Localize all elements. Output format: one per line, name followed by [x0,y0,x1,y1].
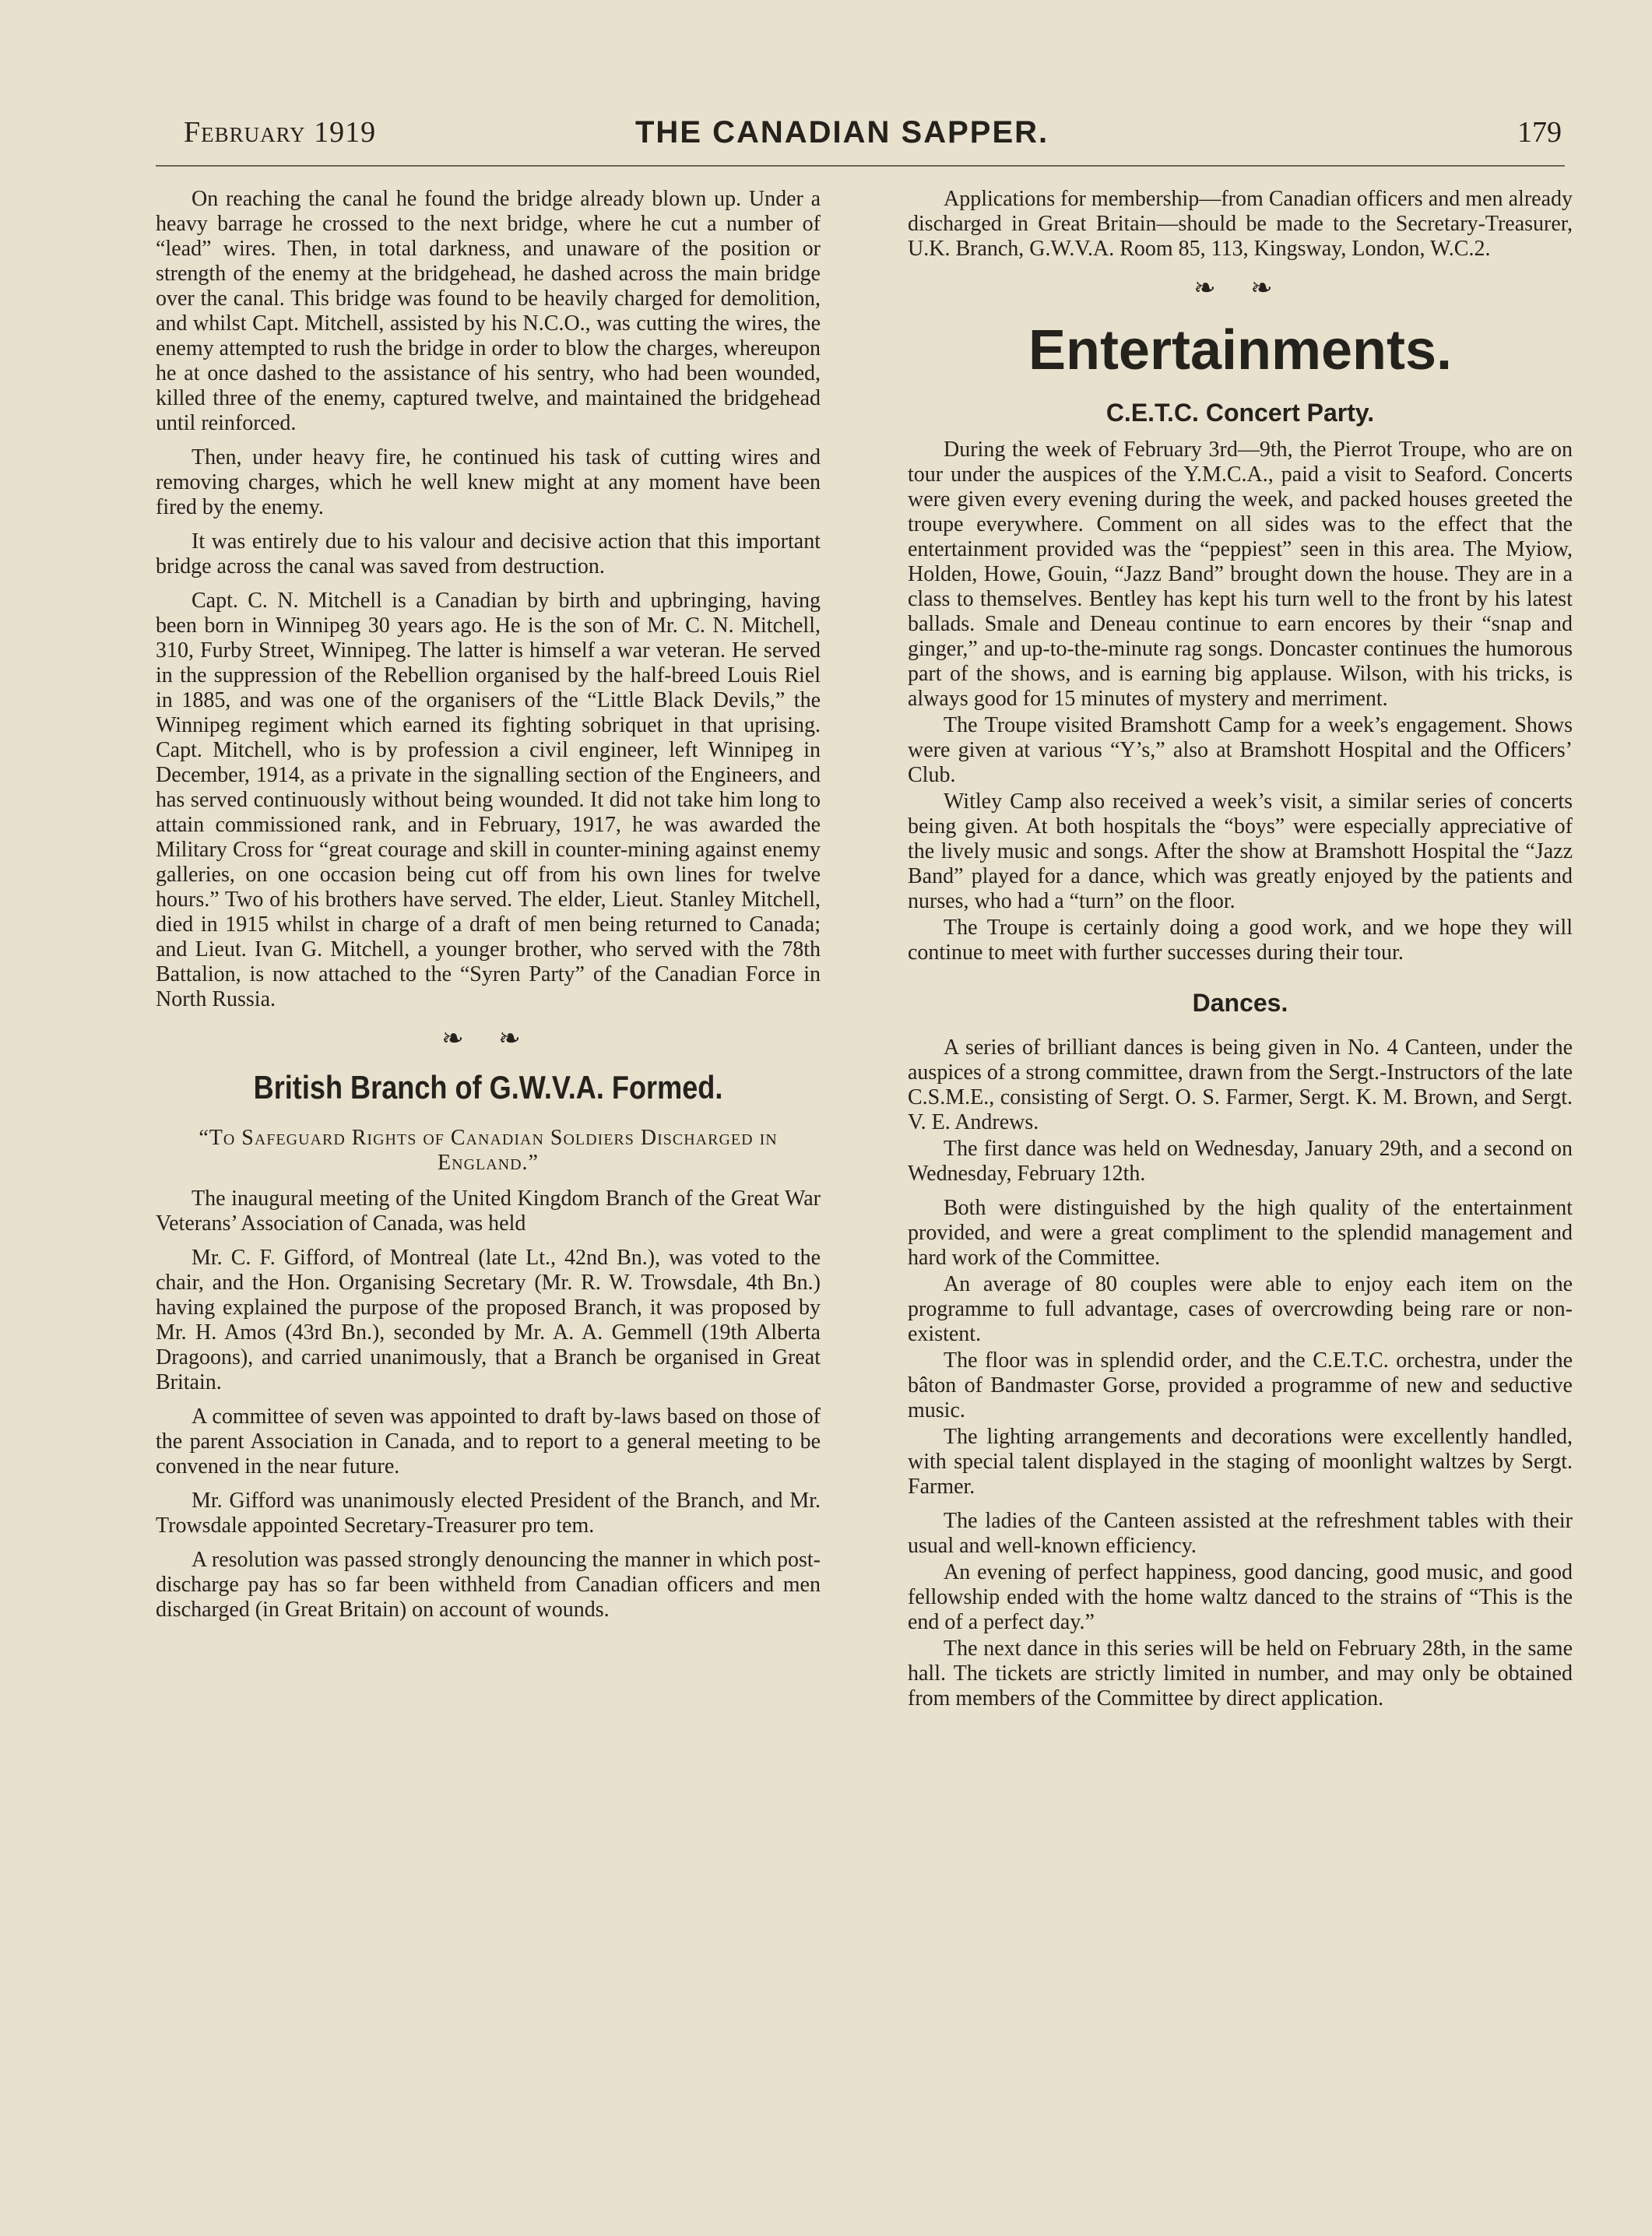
article-paragraph: Mr. Gifford was unanimously elected President of the Branch, and Mr. Trowsdale appointed Secretary-Treasurer pro tem. [156,1489,821,1538]
header-date: February 1919 [184,116,377,149]
article-paragraph: On reaching the canal he found the bridge already blown up. Under a heavy barrage he crossed to the next bridge, where he cut a number of “lead” wires. Then, in total darkness, and unaware of the position or strength of the enemy at the bridgehead, he dashed across the main bridge over the canal. This bridge was found to be heavily charged for demolition, and whilst Capt. Mitchell, assisted by his N.C.O., was cutting the wires, the enemy attempted to rush the bridge in order to blow the charges, whereupon he at once dashed to the assistance of his sentry, who had been wounded, killed three of the enemy, captured twelve, and maintained the bridgehead until reinforced. [156,187,821,435]
article-paragraph: An average of 80 couples were able to enjoy each item on the programme to full advantage, cases of overcrowding being rare or non-existent. [908,1272,1573,1346]
right-column [908,187,1573,1721]
entertainments-heading: Entertainments. [1028,319,1453,381]
article-paragraph: The floor was in splendid order, and the C.E.T.C. orchestra, under the bâton of Bandmaster Gorse, provided a programme of new and seductive music. [908,1348,1573,1422]
article-paragraph: A committee of seven was appointed to draft by-laws based on those of the parent Association in Canada, and to report to a general meeting to be convened in the near future. [156,1405,821,1478]
gwva-subheading-quote: “To Safeguard Rights of Canadian Soldiers Discharged in England.” [199,1126,778,1175]
article-paragraph: An evening of perfect happiness, good dancing, good music, and good fellowship ended with the home waltz danced to the strains of “This is the end of a perfect day.” [908,1560,1573,1634]
gwva-heading: British Branch of G.W.V.A. Formed. [253,1069,723,1106]
article-paragraph: The inaugural meeting of the United Kingdom Branch of the Great War Veterans’ Association of Canada, was held [156,1187,821,1236]
article-paragraph: The Troupe is certainly doing a good work, and we hope they will continue to meet with further successes during their tour. [908,916,1573,965]
article-paragraph: The first dance was held on Wednesday, January 29th, and a second on Wednesday, February 12th. [908,1137,1573,1186]
article-paragraph: Capt. C. N. Mitchell is a Canadian by birth and upbringing, having been born in Winnipeg 30 years ago. He is the son of Mr. C. N. Mitchell, 310, Furby Street, Winnipeg. The latter is himself a war veteran. He served in the suppression of the Rebellion organised by the half-breed Louis Riel in 1885, and was one of the organisers of the “Little Black Devils,” the Winnipeg regiment which earned its fighting sobriquet in that uprising. Capt. Mitchell, who is by profession a civil engineer, left Winnipeg in December, 1914, as a private in the signalling section of the Engineers, and has served continuously without being wounded. It did not take him long to attain commissioned rank, and in February, 1917, he was awarded the Military Cross for “great courage and skill in counter-mining against enemy galleries, on one occasion being cut off from his own lines for twelve hours.” Two of his brothers have served. The elder, Lieut. Stanley Mitchell, died in 1915 whilst in charge of a draft of men being returned to Canada; and Lieut. Ivan G. Mitchell, a younger brother, who served with the 78th Battalion, is now attached to the “Syren Party” of the Canadian Force in North Russia. [156,589,821,1011]
article-paragraph: It was entirely due to his valour and decisive action that this important bridge across the canal was saved from destruction. [156,529,821,578]
publication-title: THE CANADIAN SAPPER. [635,115,1049,149]
article-paragraph: Mr. C. F. Gifford, of Montreal (late Lt., 42nd Bn.), was voted to the chair, and the Hon. Organising Secretary (Mr. R. W. Trowsdale, 4th Bn.) having explained the purpose of the proposed Branch, it was proposed by Mr. H. Amos (43rd Bn.), seconded by Mr. A. A. Gemmell (19th Alberta Dragoons), and carried unanimously, that a Branch be organised in Great Britain. [156,1246,821,1394]
ornament-divider: ❧ ❧ [441,1025,535,1053]
header-rule [156,165,1565,167]
article-paragraph: The lighting arrangements and decorations were excellently handled, with special talent displayed in the staging of moonlight waltzes by Sergt. Farmer. [908,1425,1573,1499]
article-paragraph: The next dance in this series will be held on February 28th, in the same hall. The tickets are strictly limited in number, and may only be obtained from members of the Committee by direct application. [908,1637,1573,1710]
article-paragraph: A resolution was passed strongly denouncing the manner in which post-discharge pay has so far been withheld from Canadian officers and men discharged (in Great Britain) on account of wounds. [156,1548,821,1622]
article-paragraph: During the week of February 3rd—9th, the Pierrot Troupe, who are on tour under the auspices of the Y.M.C.A., paid a visit to Seaford. Concerts were given every evening during the week, and packed houses greeted the troupe everywhere. Comment on all sides was to the effect that the entertainment provided was the “peppiest” seen in this area. The Myiow, Holden, Howe, Gouin, “Jazz Band” brought down the house. They are in a class to themselves. Bentley has kept his turn well to the front by his latest ballads. Smale and Deneau continue to earn encores by their “snap and ginger,” and up-to-the-minute rag songs. Doncaster continues the humorous part of the shows, and is earning big applause. Wilson, with his tricks, is always good for 15 minutes of mystery and merriment. [908,438,1573,711]
article-paragraph: Both were distinguished by the high quality of the entertainment provided, and were a great compliment to the splendid management and hard work of the Committee. [908,1196,1573,1270]
article-paragraph: Applications for membership—from Canadian officers and men already discharged in Great Britain—should be made to the Secretary-Treasurer, U.K. Branch, G.W.V.A. Room 85, 113, Kingsway, London, W.C.2. [908,187,1573,261]
article-paragraph: Then, under heavy fire, he continued his task of cutting wires and removing charges, which he well knew might at any moment have been fired by the enemy. [156,445,821,519]
page-number: 179 [1517,116,1562,149]
article-paragraph: The ladies of the Canteen assisted at the refreshment tables with their usual and well-known efficiency. [908,1509,1573,1558]
article-paragraph: A series of brilliant dances is being given in No. 4 Canteen, under the auspices of a strong committee, drawn from the Sergt.-Instructors of the late C.S.M.E., consisting of Sergt. O. S. Farmer, Sergt. K. M. Brown, and Sergt. V. E. Andrews. [908,1035,1573,1134]
concert-party-heading: C.E.T.C. Concert Party. [1105,399,1375,427]
ornament-divider: ❧ ❧ [1193,274,1287,303]
page-header [184,115,1562,154]
article-paragraph: Witley Camp also received a week’s visit, a similar series of concerts being given. At both hospitals the “boys” were especially appreciative of the lively music and songs. After the show at Bramshott Hospital the “Jazz Band” played for a dance, which was greatly enjoyed by the patients and nurses, who had a “turn” on the floor. [908,789,1573,913]
left-column [156,187,821,1632]
dances-heading: Dances. [1192,989,1288,1017]
article-paragraph: The Troupe visited Bramshott Camp for a week’s engagement. Shows were given at various “Y’s,” also at Bramshott Hospital and the Officers’ Club. [908,713,1573,787]
